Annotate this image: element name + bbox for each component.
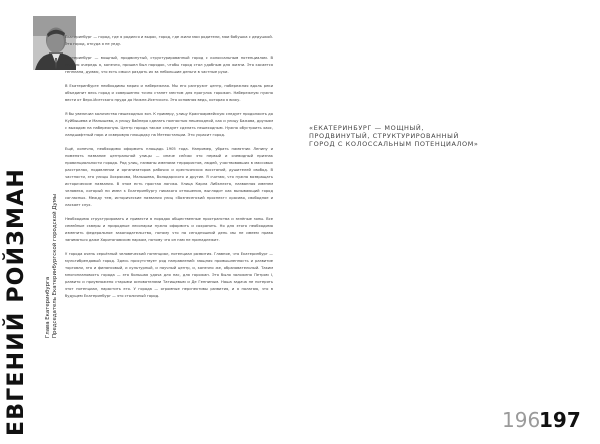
author-name-vertical: ЕВГЕНИЙ РОЙЗМАН — [4, 168, 29, 436]
page-number-right: 197 — [539, 408, 581, 432]
role-title-line: Председатель Екатеринбургской городской Думы — [52, 193, 58, 338]
body-paragraph: Екатеринбург — город, где я родился и вырос, город, где жили мои родители, мои бабушка с дедушкой. Это город, откуда я не уеду. — [65, 35, 273, 46]
body-paragraph: Я бы увеличил количество пешеходных зон. К примеру, улицу Красноармейскую следует продолжить до Куйбышева и Малышева, а улицу Вайнера сделать полностью пешеходной, как и улицу Бажова, друзьям с выходом на набережную. Центр города также следует сделать пешеходным. Нужно обустроить хаос, ландшафтный парк и скверовую площадку на Метеостанции. Это украсит город. — [65, 112, 273, 137]
page-number-left: 196 — [502, 408, 541, 432]
author-role-vertical — [45, 194, 59, 338]
body-paragraph: В Екатеринбурге необходимы мэрия и набережная. Мы его разгрузит центр, набережная вдоль реки объединит весь город и совершенно точно станет местом для прогулок горожан. Набережную нужно вести от Верх-Исетского пруда до Нижне-Исетского. Это основная ведь, которая я вижу. — [65, 84, 273, 102]
body-paragraph: Необходимо структурировать и привести в порядок общественные пространства и зелёные зоны. Все семейные скверы и природные лесопарки нужно оформить и сохранить. Но для этого необходимо изменить федеральное законодательство, потому что на сегодняшний день мы не имеем права заниматься даже Харитоновским парком, потому что он нам не принадлежит. — [65, 217, 273, 242]
role-title-line: Глава Екатеринбурга — [45, 276, 51, 338]
pull-quote: «ЕКАТЕРИНБУРГ — МОЩНЫЙ, ПРОДВИНУТЫЙ, СТРУКТУРИРОВАННЫЙ ГОРОД С КОЛОССАЛЬНЫМ ПОТЕНЦИАЛОМ» — [309, 124, 479, 148]
body-paragraph: Екатеринбург — мощный, продвинутый, структурированный город с колоссальным потенциалом. В первую очередь я, конечно, пришел был порядок, чтобы город стал удобным для жизни. Это касается генплана, думаю, что есть смысл раздать их за небольшие деньги в частные руки. — [65, 56, 273, 74]
body-paragraph: Ещё, конечно, необходимо оформить площадь 1905 года. Например, убрать памятник Ленину и поменять название центральной улицы — иначе сейчас это первый и очевидный признак провинциальности города. Ряд улиц, названы именами террористов, людей, участвовавших в массовых расстрелах, подавлении и организаторов рабочих и крестьянских восстаний, душителей свобод. В частности, это улицы Хохрякова, Малышева, Володарского и другие. Я считаю, что нужно возвращать исторические названия. В этом есть простая логика. Улица Карла Либкнехта, названная именем человека, который ни имел к Екатеринбургу никакого отношения, выглядит как вызывающий город согласных. Между тем, исторические названия улиц «Вознесенский проспект» красиво, свободное и ласкает слух. — [65, 147, 273, 207]
article-body — [65, 34, 273, 426]
body-paragraph: У города очень серьёзный человеческий потенциал, потенциал развития. Главное, что Екатеринбург — мультибрендовый город. Здесь присутствует ряд направлений: мощная промышленность и развитие торговли, это и финансовый, и культурный, и научный центр, и, конечно же, образовательный. Таким многоплановость города — это большая удача для нас, для горожан. Это было заложено Петром I, развито и приумножено старыми основателями Татищевым и Де Генниным. Наша задача не потерять этот потенциал, нарастить его. У города — огромные перспективы развития, и я полагаю, что в будущем Екатеринбург — это столичный город. — [65, 252, 273, 298]
